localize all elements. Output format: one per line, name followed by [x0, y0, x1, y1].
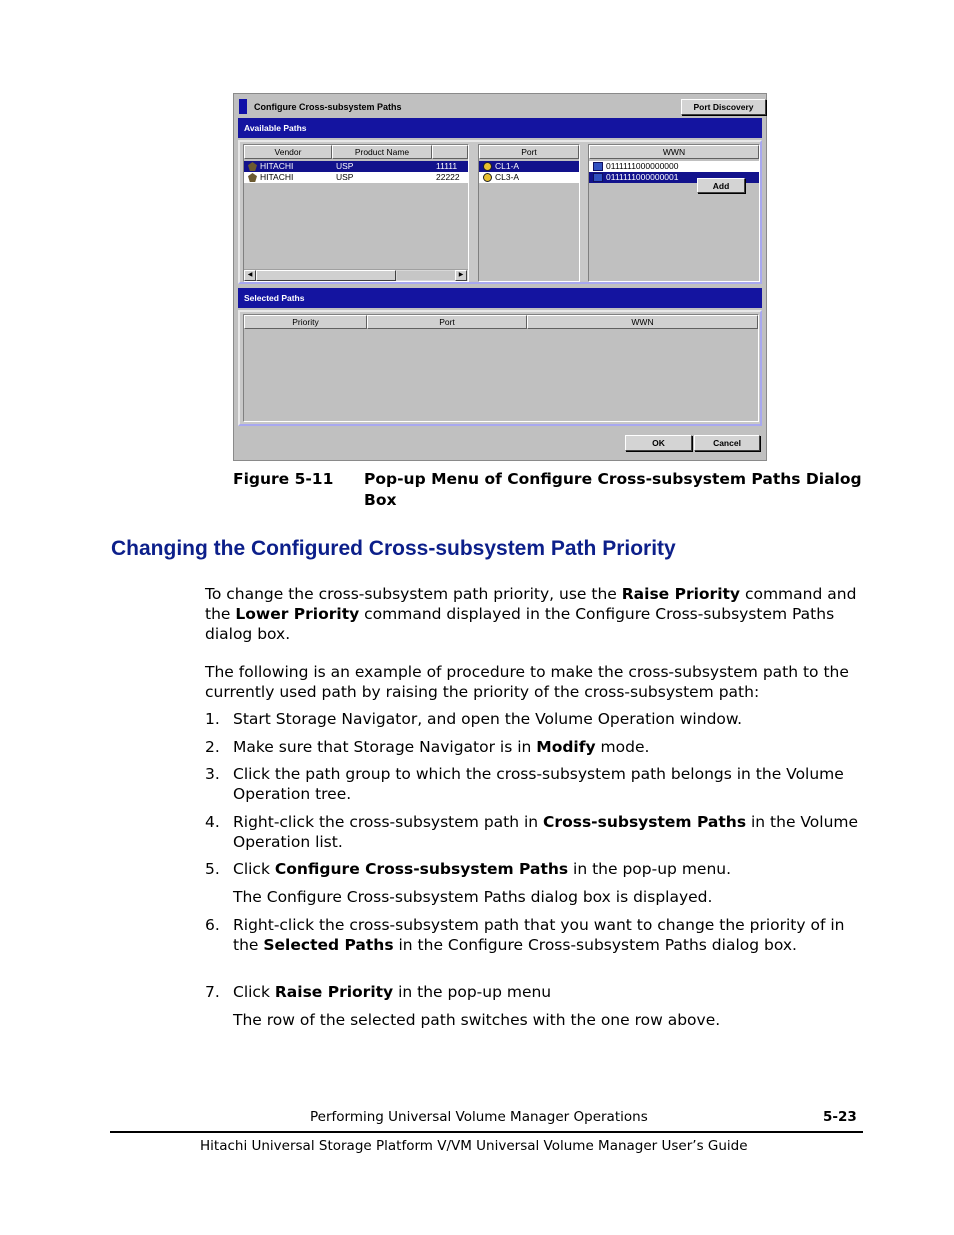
vendor-name: HITACHI	[260, 161, 294, 171]
product-name: USP	[336, 172, 354, 182]
port-discovery-button[interactable]: Port Discovery	[681, 99, 766, 115]
port-name: CL1-A	[495, 161, 520, 171]
step-5-result: The Configure Cross-subsystem Paths dialog box is displayed.	[233, 888, 713, 906]
vendor-list-headers	[244, 145, 468, 159]
host-bus-adapter-icon	[593, 173, 603, 182]
column-priority[interactable]: Priority	[244, 315, 367, 329]
title-marker	[239, 99, 247, 114]
column-wwn[interactable]: WWN	[527, 315, 758, 329]
vendor-name: HITACHI	[260, 172, 294, 182]
column-product-name[interactable]: Product Name	[332, 145, 432, 159]
wwn-row[interactable]	[589, 161, 759, 172]
port-icon	[483, 173, 492, 182]
wwn-value: 0111111000000001	[606, 172, 679, 182]
configure-paths-dialog	[233, 93, 767, 461]
scrollbar-thumb[interactable]	[256, 270, 396, 281]
vendor-list[interactable]	[243, 144, 469, 282]
footer-section-title: Performing Universal Volume Manager Operations	[310, 1109, 648, 1125]
popup-add-menu-item[interactable]: Add	[697, 178, 745, 193]
dialog-titlebar	[238, 97, 762, 117]
section-heading: Changing the Configured Cross-subsystem Path Priority	[111, 537, 676, 560]
vendor-horizontal-scrollbar[interactable]	[244, 269, 468, 281]
host-bus-adapter-icon	[593, 162, 603, 171]
page-number: 5-23	[823, 1109, 857, 1125]
serial-number: 11111	[436, 161, 458, 171]
available-paths-header: Available Paths	[238, 118, 762, 138]
arrow-left-icon[interactable]: ◀	[244, 270, 256, 281]
vendor-row[interactable]	[244, 161, 468, 172]
wwn-list[interactable]	[588, 144, 760, 282]
figure-number: Figure 5-11	[233, 470, 334, 488]
scrollbar-track[interactable]	[397, 271, 455, 280]
figure-title: Pop-up Menu of Configure Cross-subsystem Paths Dialog Box	[364, 470, 862, 509]
vendor-row[interactable]	[244, 172, 468, 183]
column-port[interactable]: Port	[479, 145, 579, 159]
serial-number: 22222	[436, 172, 460, 182]
column-port[interactable]: Port	[367, 315, 527, 329]
step-7-result: The row of the selected path switches with the one row above.	[233, 1011, 721, 1029]
port-name: CL3-A	[495, 172, 520, 182]
column-serial[interactable]	[432, 145, 468, 159]
selected-paths-panel	[238, 310, 762, 426]
port-list[interactable]	[478, 144, 580, 282]
column-vendor[interactable]: Vendor	[244, 145, 332, 159]
procedure-intro: The following is an example of procedure to make the cross-subsystem path to the currently used path by raising the priority of the cross-subsystem path:	[205, 663, 849, 701]
port-row[interactable]	[479, 161, 579, 172]
available-paths-panel	[238, 140, 762, 284]
selected-paths-header: Selected Paths	[238, 288, 762, 308]
port-icon	[483, 162, 492, 171]
product-name: USP	[336, 161, 354, 171]
wwn-value: 0111111000000000	[606, 161, 679, 171]
storage-icon	[248, 162, 257, 171]
arrow-right-icon[interactable]: ▶	[455, 270, 467, 281]
footer-book-title: Hitachi Universal Storage Platform V/VM Universal Volume Manager User’s Guide	[200, 1138, 748, 1154]
footer-divider	[110, 1131, 863, 1133]
storage-icon	[248, 173, 257, 182]
column-wwn[interactable]: WWN	[589, 145, 759, 159]
cancel-button[interactable]: Cancel	[694, 435, 760, 451]
dialog-title: Configure Cross-subsystem Paths	[254, 102, 402, 112]
selected-paths-list[interactable]	[243, 314, 759, 422]
intro-paragraph: To change the cross-subsystem path priority, use the Raise Priority command and the Lower Priority command displayed in the Configure Cross-subsystem Paths dialog box.	[205, 585, 857, 643]
port-row[interactable]	[479, 172, 579, 183]
ok-button[interactable]: OK	[625, 435, 692, 451]
